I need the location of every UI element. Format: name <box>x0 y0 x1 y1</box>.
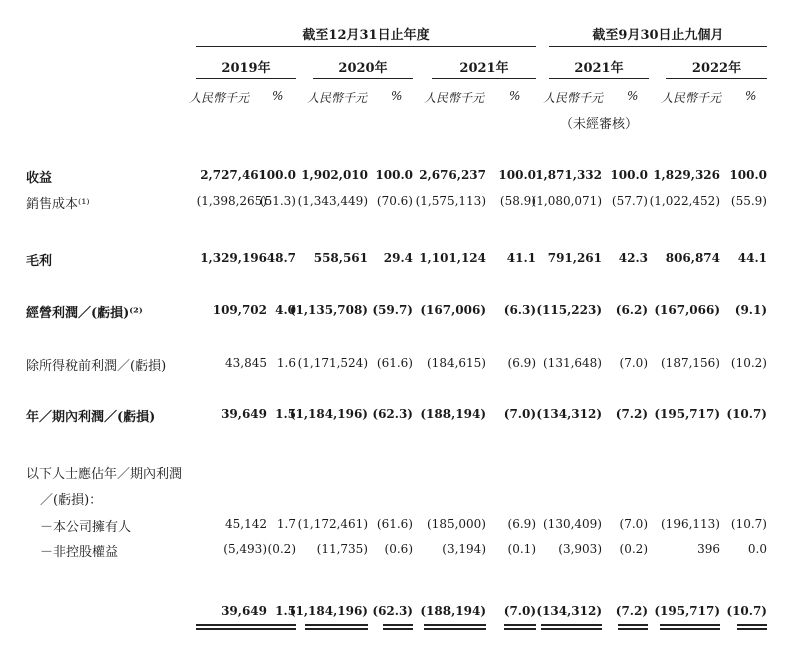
unaudited-note: （未經審核） <box>560 117 639 132</box>
percent-cell: (51.3) <box>259 194 296 208</box>
percent-cell: (6.9) <box>507 517 536 531</box>
percent-cell: (7.2) <box>615 407 648 421</box>
unit-amount-header: 人民幣千元 <box>661 91 722 105</box>
percent-cell: (6.9) <box>507 356 536 370</box>
amount-cell: 1,902,010 <box>301 168 368 182</box>
group-header-rule <box>549 46 767 47</box>
percent-cell: (61.6) <box>376 517 413 531</box>
percent-cell: (10.2) <box>730 356 767 370</box>
amount-cell: 806,874 <box>665 251 720 265</box>
percent-cell: (10.7) <box>726 407 767 421</box>
amount-cell: (167,006) <box>420 303 486 317</box>
unit-amount-header: 人民幣千元 <box>307 91 368 105</box>
percent-cell: (6.2) <box>615 303 648 317</box>
amount-cell: (188,194) <box>420 604 486 618</box>
amount-cell: (130,409) <box>543 517 602 531</box>
unit-pct-header: % <box>627 89 639 103</box>
percent-cell: 0.0 <box>747 542 767 556</box>
amount-cell: (1,184,196) <box>289 407 368 421</box>
amount-cell: (1,575,113) <box>415 194 486 208</box>
percent-cell: 42.3 <box>618 251 648 265</box>
percent-cell: 4.0 <box>275 303 296 317</box>
percent-cell: 100.0 <box>610 168 648 182</box>
double-underline <box>305 624 368 630</box>
amount-cell: 1,829,326 <box>653 168 720 182</box>
percent-cell: (0.6) <box>384 542 413 556</box>
percent-cell: (58.9) <box>499 194 536 208</box>
amount-cell: (195,717) <box>654 407 720 421</box>
amount-cell: 1,871,332 <box>535 168 602 182</box>
percent-cell: (57.7) <box>611 194 648 208</box>
percent-cell: 1.5 <box>275 604 296 618</box>
unit-pct-header: % <box>745 89 757 103</box>
amount-cell: 2,676,237 <box>419 168 486 182</box>
percent-cell: (70.6) <box>376 194 413 208</box>
row-label: 經營利潤／(虧損)⁽²⁾ <box>26 306 143 321</box>
amount-cell: (1,172,461) <box>297 517 368 531</box>
amount-cell: (134,312) <box>536 604 602 618</box>
attributable-heading-line2: ／(虧損)： <box>40 493 103 508</box>
amount-cell: (187,156) <box>661 356 720 370</box>
amount-cell: (195,717) <box>654 604 720 618</box>
double-underline <box>541 624 602 630</box>
amount-cell: 2,727,461 <box>200 168 267 182</box>
year-header: 2021年 <box>574 61 624 76</box>
amount-cell: (3,903) <box>558 542 602 556</box>
row-label: 年／期內利潤／(虧損) <box>26 410 156 425</box>
year-rule <box>432 78 536 79</box>
amount-cell: 109,702 <box>212 303 267 317</box>
percent-cell: 41.1 <box>506 251 536 265</box>
percent-cell: 48.7 <box>266 251 296 265</box>
row-label: 銷售成本⁽¹⁾ <box>26 197 90 212</box>
amount-cell: (1,398,265) <box>196 194 267 208</box>
amount-cell: 1,101,124 <box>419 251 486 265</box>
amount-cell: 39,649 <box>221 407 267 421</box>
year-header: 2020年 <box>338 61 388 76</box>
percent-cell: 1.7 <box>276 517 296 531</box>
group-header-full-year: 截至12月31日止年度 <box>302 28 430 43</box>
amount-cell: (115,223) <box>536 303 602 317</box>
percent-cell: (7.2) <box>615 604 648 618</box>
group-header-nine-months: 截至9月30日止九個月 <box>592 28 724 43</box>
amount-cell: (5,493) <box>223 542 267 556</box>
double-underline <box>424 624 486 630</box>
percent-cell: (62.3) <box>372 604 413 618</box>
amount-cell: 1,329,196 <box>200 251 267 265</box>
amount-cell: (11,735) <box>316 542 368 556</box>
amount-cell: (1,184,196) <box>289 604 368 618</box>
year-header: 2021年 <box>459 61 509 76</box>
percent-cell: (0.1) <box>507 542 536 556</box>
amount-cell: (167,066) <box>654 303 720 317</box>
percent-cell: 1.5 <box>275 407 296 421</box>
year-rule <box>549 78 649 79</box>
amount-cell: (185,000) <box>427 517 486 531</box>
row-label: 除所得稅前利潤／(虧損) <box>26 359 167 374</box>
amount-cell: (1,135,708) <box>289 303 368 317</box>
amount-cell: (131,648) <box>543 356 602 370</box>
unit-pct-header: % <box>391 89 403 103</box>
amount-cell: (1,171,524) <box>297 356 368 370</box>
unit-amount-header: 人民幣千元 <box>189 91 250 105</box>
amount-cell: (134,312) <box>536 407 602 421</box>
percent-cell: 29.4 <box>383 251 413 265</box>
year-rule <box>666 78 767 79</box>
unit-amount-header: 人民幣千元 <box>543 91 604 105</box>
percent-cell: 100.0 <box>258 168 296 182</box>
percent-cell: (9.1) <box>734 303 767 317</box>
percent-cell: (10.7) <box>726 604 767 618</box>
percent-cell: (7.0) <box>503 407 536 421</box>
row-label: －本公司擁有人 <box>40 520 132 535</box>
amount-cell: 558,561 <box>313 251 368 265</box>
amount-cell: 396 <box>697 542 720 556</box>
percent-cell: 44.1 <box>737 251 767 265</box>
group-header-rule <box>196 46 536 47</box>
amount-cell: 39,649 <box>221 604 267 618</box>
amount-cell: 43,845 <box>225 356 267 370</box>
percent-cell: 100.0 <box>729 168 767 182</box>
unit-amount-header: 人民幣千元 <box>424 91 485 105</box>
attributable-heading-line1: 以下人士應佔年／期內利潤 <box>26 467 183 482</box>
percent-cell: 100.0 <box>375 168 413 182</box>
percent-cell: (7.0) <box>503 604 536 618</box>
amount-cell: (1,080,071) <box>531 194 602 208</box>
amount-cell: 45,142 <box>225 517 267 531</box>
percent-cell: (10.7) <box>730 517 767 531</box>
row-label: 毛利 <box>26 254 53 269</box>
amount-cell: (184,615) <box>427 356 486 370</box>
percent-cell: (61.6) <box>376 356 413 370</box>
percent-cell: (55.9) <box>730 194 767 208</box>
unit-pct-header: % <box>272 89 284 103</box>
percent-cell: 1.6 <box>276 356 296 370</box>
amount-cell: (188,194) <box>420 407 486 421</box>
year-rule <box>196 78 296 79</box>
double-underline <box>196 624 267 630</box>
double-underline <box>262 624 296 630</box>
amount-cell: (1,343,449) <box>297 194 368 208</box>
amount-cell: (1,022,452) <box>649 194 720 208</box>
double-underline <box>383 624 413 630</box>
percent-cell: (0.2) <box>267 542 296 556</box>
amount-cell: (3,194) <box>442 542 486 556</box>
row-label: －非控股權益 <box>40 545 119 560</box>
double-underline <box>504 624 536 630</box>
double-underline <box>660 624 720 630</box>
percent-cell: (7.0) <box>619 517 648 531</box>
percent-cell: 100.0 <box>498 168 536 182</box>
year-header: 2019年 <box>221 61 271 76</box>
amount-cell: 791,261 <box>547 251 602 265</box>
percent-cell: (7.0) <box>619 356 648 370</box>
percent-cell: (62.3) <box>372 407 413 421</box>
percent-cell: (0.2) <box>619 542 648 556</box>
percent-cell: (6.3) <box>503 303 536 317</box>
year-header: 2022年 <box>691 61 742 76</box>
year-rule <box>313 78 413 79</box>
double-underline <box>737 624 767 630</box>
row-label: 收益 <box>26 171 53 186</box>
percent-cell: (59.7) <box>372 303 413 317</box>
amount-cell: (196,113) <box>661 517 720 531</box>
unit-pct-header: % <box>509 89 521 103</box>
double-underline <box>618 624 648 630</box>
